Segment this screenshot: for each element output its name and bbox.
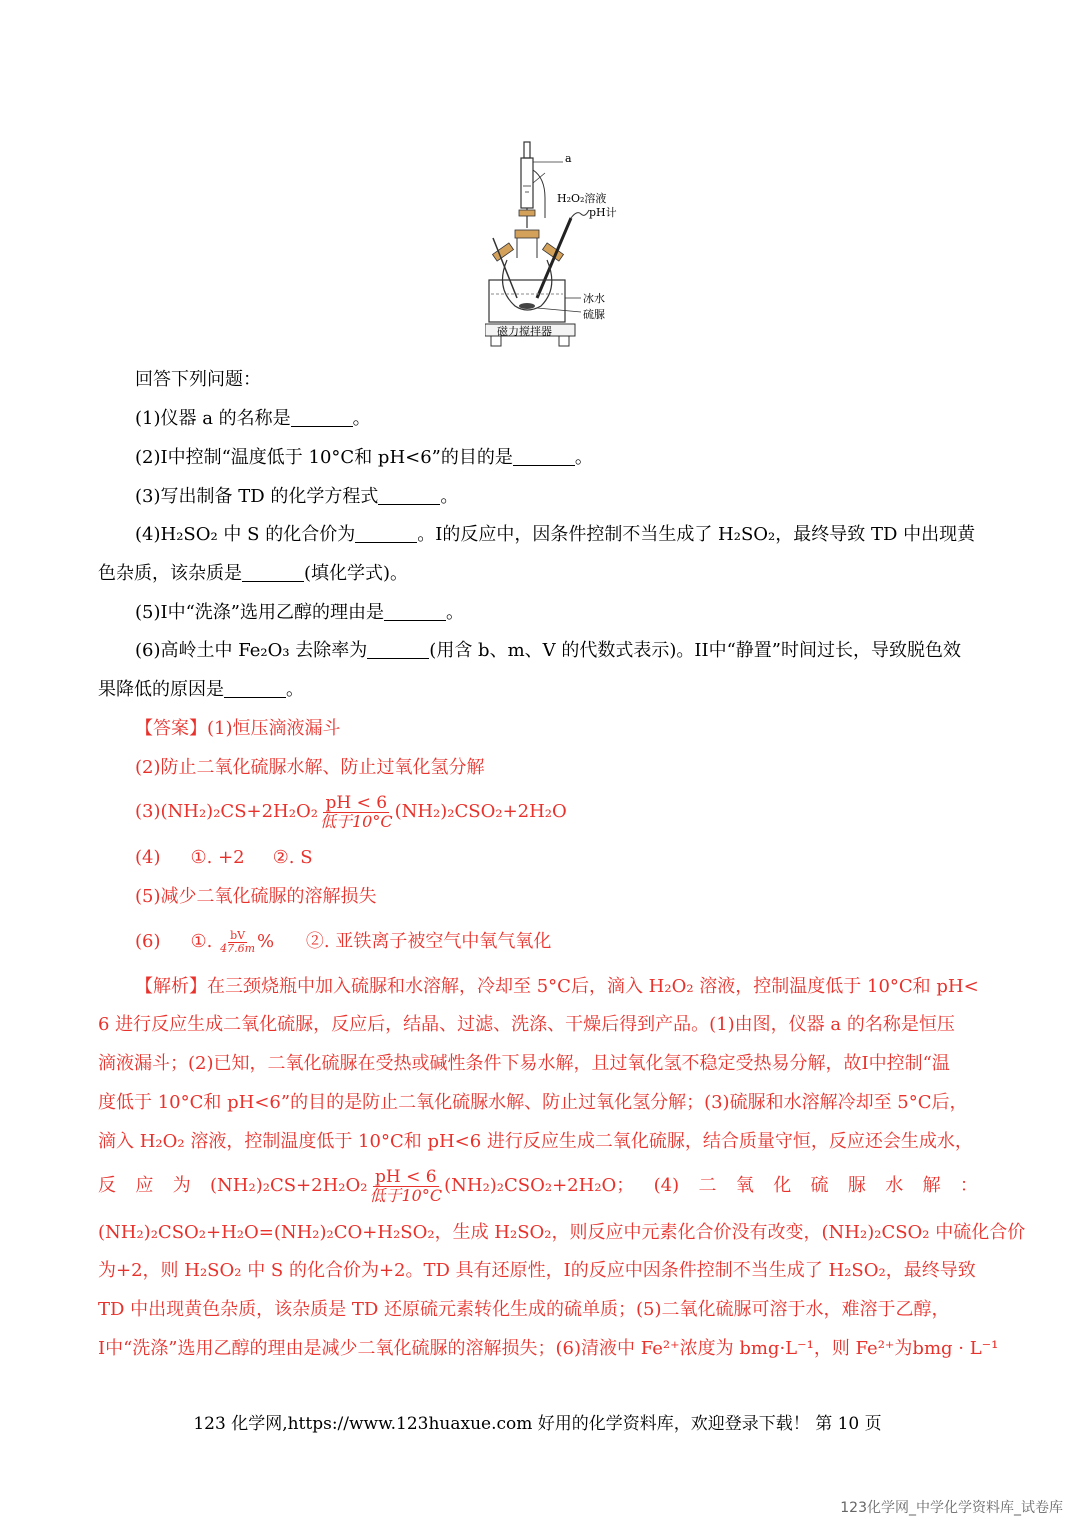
analysis-line-7: (NH₂)₂CSO₂+H₂O=(NH₂)₂CO+H₂SO₂，生成 H₂SO₂，则反应中元素化合价没有改变，(NH₂)₂CSO₂ 中硫化合价 (98, 1222, 1026, 1243)
analysis-line-2: 6 进行反应生成二氧化硫脲，反应后，结晶、过滤、洗涤、干燥后得到产品。(1)由图，仪器 a 的名称是恒压 (98, 1014, 955, 1035)
label-ph-meter: pH计 (589, 206, 617, 219)
apparatus-figure (485, 138, 630, 348)
site-watermark: 123化学网_中学化学资料库_试卷库 (840, 1500, 1063, 1516)
answer-blank (378, 486, 440, 505)
analysis-line-8: 为+2，则 H₂SO₂ 中 S 的化合价为+2。TD 具有还原性，I的反应中因条件控制不当生成了 H₂SO₂，最终导致 (98, 1260, 976, 1281)
question-5: (5)I中“洗涤”选用乙醇的理由是 。 (135, 602, 465, 623)
answer-5: (5)减少二氧化硫脲的溶解损失 (135, 886, 377, 907)
label-a: a (565, 152, 572, 165)
answer-blank (355, 524, 417, 543)
answer-3-equation: (3)(NH₂)₂CS+2H₂O₂ $\frac{pH < 6}{\text{低于10°C}}$ (NH₂)₂CSO₂+2H₂O (135, 792, 567, 831)
apparatus-diagram (485, 138, 630, 348)
answer-6: (6) ①. $\frac{bV}{47.6m}$ % ②. 亚铁离子被空气中氧气氧化 (135, 928, 552, 955)
reaction-condition: $\frac{pH < 6}{\text{低于10°C}}$ (319, 792, 393, 831)
analysis-line-10: I中“洗涤”选用乙醇的理由是减少二氧化硫脲的溶解损失；(6)清液中 Fe²⁺浓度为 bmg·L⁻¹，则 Fe²⁺为bmg · L⁻¹ (98, 1338, 999, 1359)
question-3: (3)写出制备 TD 的化学方程式 。 (135, 486, 459, 507)
question-2: (2)I中控制“温度低于 10°C和 pH<6”的目的是 。 (135, 447, 593, 468)
label-ice-water: 冰水 (583, 292, 605, 305)
answer-4: (4) ①. +2 ②. S (135, 847, 313, 868)
intro-line: 回答下列问题： (135, 369, 261, 390)
question-4-cont: 色杂质，该杂质是 (填化学式)。 (98, 563, 409, 584)
answer-blank (224, 679, 286, 698)
analysis-line-6: 反 应 为 (NH₂)₂CS+2H₂O₂ $\frac{pH < 6}{\text{低于10°C}}$ (NH₂)₂CSO₂+2H₂O； (4) 二 氧 化 硫 脲 水 解 ： (98, 1166, 978, 1205)
analysis-line-3: 滴液漏斗；(2)已知，二氧化硫脲在受热或碱性条件下易水解，且过氧化氢不稳定受热易分解，故I中控制“温 (98, 1053, 950, 1074)
label-stirrer: 磁力搅拌器 (497, 325, 552, 338)
question-4: (4)H₂SO₂ 中 S 的化合价为 。I的反应中，因条件控制不当生成了 H₂SO₂，最终导致 TD 中出现黄 (135, 524, 976, 545)
answer-blank (513, 447, 575, 466)
answer-blank (367, 640, 429, 659)
page-footer: 123 化学网,https://www.123huaxue.com 好用的化学资料库，欢迎登录下载！ 第 10 页 (193, 1414, 882, 1434)
answer-blank (291, 408, 353, 427)
analysis-line-1: 【解析】在三颈烧瓶中加入硫脲和水溶解，冷却至 5°C后，滴入 H₂O₂ 溶液，控制温度低于 10°C和 pH< (135, 976, 979, 997)
answer-2: (2)防止二氧化硫脲水解、防止过氧化氢分解 (135, 757, 485, 778)
question-1: (1)仪器 a 的名称是 。 (135, 408, 371, 429)
answer-blank (384, 602, 446, 621)
analysis-line-9: TD 中出现黄色杂质，该杂质是 TD 还原硫元素转化生成的硫单质；(5)二氧化硫脲可溶于水，难溶于乙醇， (98, 1299, 950, 1320)
reaction-condition: $\frac{pH < 6}{\text{低于10°C}}$ (369, 1166, 443, 1205)
label-h2o2: H₂O₂溶液 (557, 192, 607, 205)
analysis-line-4: 度低于 10°C和 pH<6”的目的是防止二氧化硫脲水解、防止过氧化氢分解；(3)硫脲和水溶解冷却至 5°C后， (98, 1092, 968, 1113)
answer-1: 【答案】(1)恒压滴液漏斗 (135, 718, 341, 739)
question-6-cont: 果降低的原因是 。 (98, 679, 304, 700)
removal-rate-fraction: $\frac{bV}{47.6m}$ (220, 928, 256, 955)
question-6: (6)高岭土中 Fe₂O₃ 去除率为 (用含 b、m、V 的代数式表示)。II中“静置”时间过长，导致脱色效 (135, 640, 961, 661)
answer-blank (242, 563, 304, 582)
analysis-line-5: 滴入 H₂O₂ 溶液，控制温度低于 10°C和 pH<6 进行反应生成二氧化硫脲，结合质量守恒，反应还会生成水， (98, 1131, 973, 1152)
label-thiourea: 硫脲 (583, 308, 605, 321)
